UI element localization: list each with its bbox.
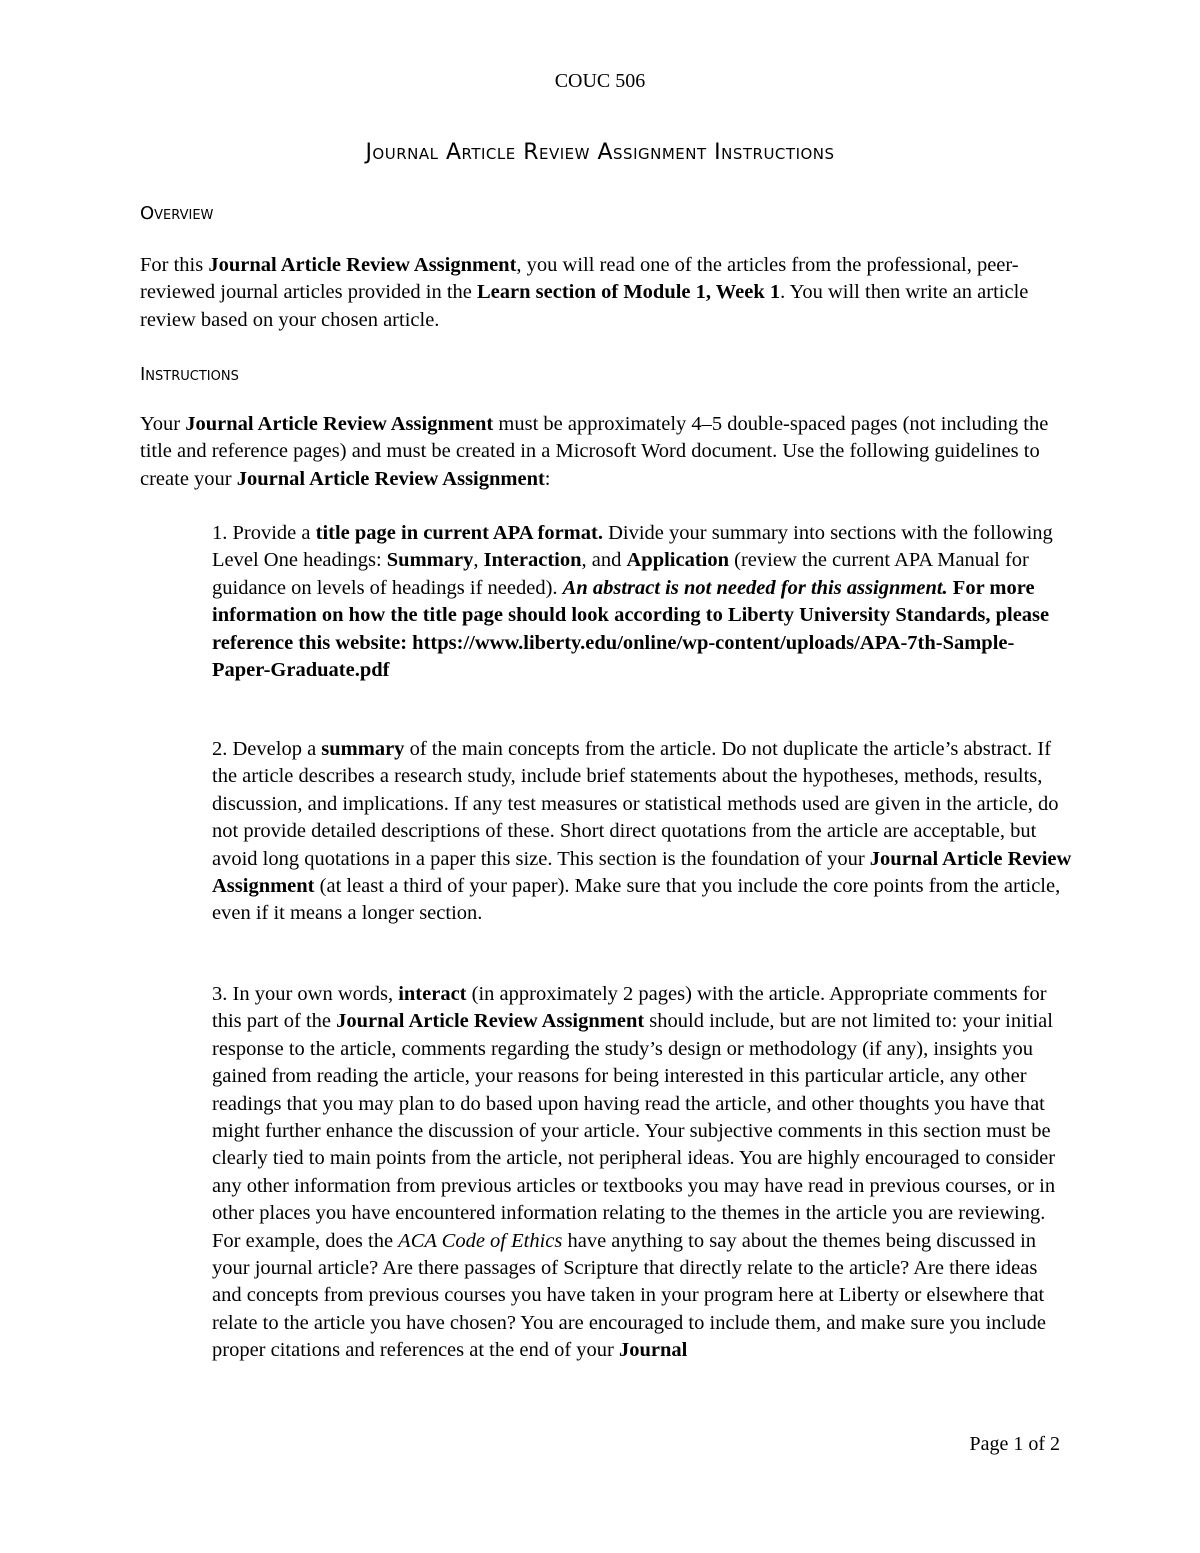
list-item-title-page: 1. Provide a title page in current APA format. Divide your summary into sections with the following Level One headings: Summary, Interaction, and Application (review the current APA Manual for guidance on levels of headings if needed). An abstract is not needed for this assignment. For more information on how the title page should look according to Liberty University Standards, please reference this website: https://www.liberty.edu/online/wp-content/uploads/APA-7th-Sample-Paper-Graduate.pdf [212, 522, 1053, 682]
instructions-heading: Instructions [140, 364, 239, 385]
list-item-interaction: 3. In your own words, interact (in approximately 2 pages) with the article. Appropriate comments for this part of the Journal Article Review Assignment should include, but are not limited to: your initial response to the article, comments regarding the study’s design or methodology (if any), insights you gained from reading the article, your reasons for being interested in this particular article, any other readings that you may plan to do based upon having read the article, and other thoughts you have that might further enhance the discussion of your article. Your subjective comments in this section must be clearly tied to main points from the article, not peripheral ideas. You are highly encouraged to consider any other information from previous articles or textbooks you may have read in previous courses, or in other places you have encountered information relating to the themes in the article you are reviewing. For example, does the ACA Code of Ethics have anything to say about the themes being discussed in your journal article? Are there passages of Scripture that directly relate to the article? Are there ideas and concepts from previous courses you have taken in your program here at Liberty or elsewhere that relate to the article you have chosen? You are encouraged to include them, and make sure you include proper citations and references at the end of your Journal [212, 983, 1056, 1362]
overview-paragraph: For this Journal Article Review Assignment, you will read one of the articles from the professional, peer-reviewed journal articles provided in the Learn section of Module 1, Week 1. You will then write an article review based on your chosen article. [140, 254, 1029, 331]
instructions-paragraph: Your Journal Article Review Assignment must be approximately 4–5 double-spaced pages (not including the title and reference pages) and must be created in a Microsoft Word document. Use the following guidelines to create your Journal Article Review Assignment: [140, 413, 1049, 490]
overview-heading: Overview [140, 203, 214, 224]
list-item-summary: 2. Develop a summary of the main concepts from the article. Do not duplicate the article’s abstract. If the article describes a research study, include brief statements about the hypotheses, methods, results, discussion, and implications. If any test measures or statistical methods used are given in the article, do not provide detailed descriptions of these. Short direct quotations from the article are acceptable, but avoid long quotations in a paper this size. This section is the foundation of your Journal Article Review Assignment (at least a third of your paper). Make sure that you include the core points from the article, even if it means a longer section. [212, 738, 1072, 925]
page-title: Journal Article Review Assignment Instructions [365, 140, 835, 165]
page-number: Page 1 of 2 [969, 1433, 1060, 1455]
course-code: COUC 506 [554, 70, 646, 92]
